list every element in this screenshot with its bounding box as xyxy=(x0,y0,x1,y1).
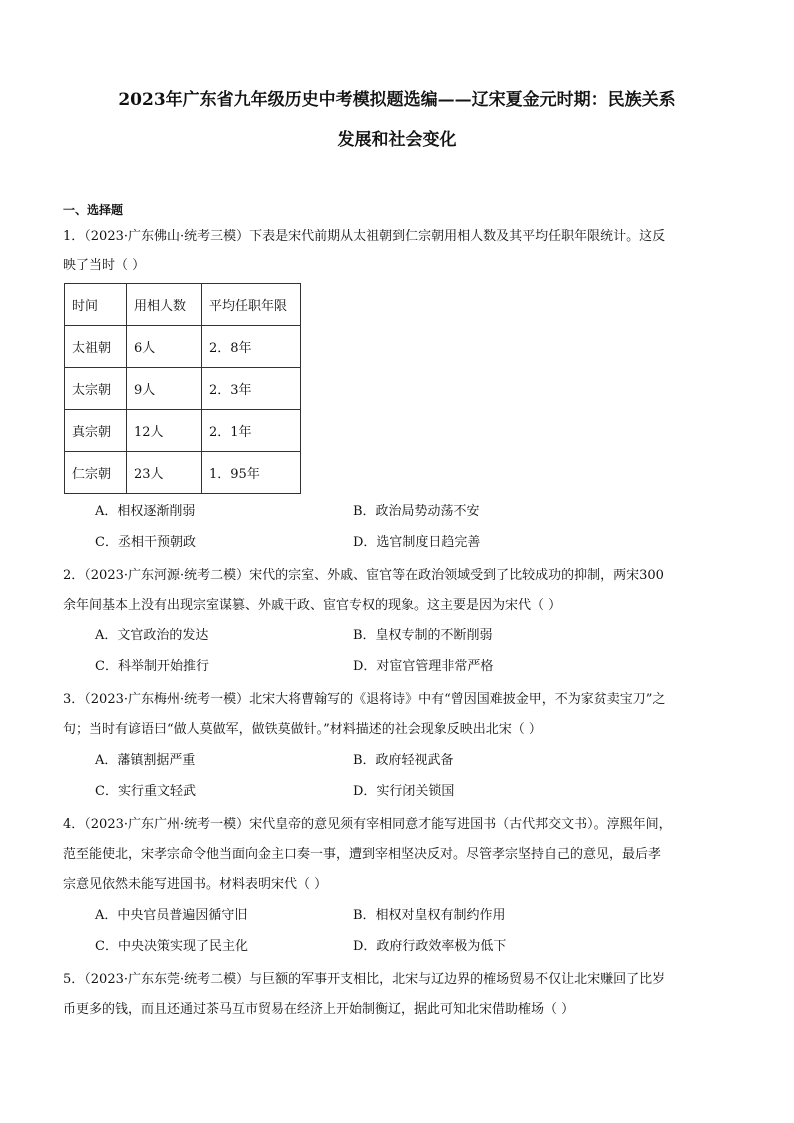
table-cell: 2．8年 xyxy=(202,326,301,368)
table-header-cell: 平均任职年限 xyxy=(202,284,301,326)
question-5-line-2: 币更多的钱，而且还通过茶马互市贸易在经济上开始制衡辽，据此可知北宋借助榷场（ ） xyxy=(63,1002,575,1017)
table-row xyxy=(65,368,301,410)
question-1-option-c[interactable]: C．丞相干预朝政 xyxy=(95,535,196,550)
title-line-2: 发展和社会变化 xyxy=(337,130,457,150)
question-2-line-2: 余年间基本上没有出现宗室谋篡、外戚干政、宦官专权的现象。这主要是因为宋代（ ） xyxy=(63,598,562,613)
table-cell: 仁宗朝 xyxy=(65,452,127,494)
title-line-1: 2023年广东省九年级历史中考模拟题选编——辽宋夏金元时期：民族关系 xyxy=(118,90,676,110)
question-4-option-b[interactable]: B．相权对皇权有制约作用 xyxy=(353,908,506,923)
question-1-option-b[interactable]: B．政治局势动荡不安 xyxy=(353,504,480,519)
question-5-line-1: 5．（2023·广东东莞·统考二模）与巨额的军事开支相比，北宋与辽边界的榷场贸易不仅让北宋赚回了比岁 xyxy=(63,972,666,987)
question-4-line-3: 宗意见依然未能写进国书。材料表明宋代（ ） xyxy=(63,877,328,892)
question-3-line-1: 3．（2023·广东梅州·统考一模）北宋大将曹翰写的《退将诗》中有“曾因国难披金甲，不为家贫卖宝刀”之 xyxy=(63,692,666,707)
question-4-line-1: 4．（2023·广东广州·统考一模）宋代皇帝的意见须有宰相同意才能写进国书（古代邦交文书）。淳熙年间， xyxy=(63,817,672,832)
question-1-line-1: 1．（2023·广东佛山·统考三模）下表是宋代前期从太祖朝到仁宗朝用相人数及其平均任职年限统计。这反 xyxy=(63,229,666,244)
question-4-line-2: 范至能使北，宋孝宗命令他当面向金主口奏一事，遭到宰相坚决反对。尽管孝宗坚持自己的意见，最后孝 xyxy=(63,847,662,862)
question-2-option-b[interactable]: B．皇权专制的不断削弱 xyxy=(353,628,493,643)
statistics-table xyxy=(64,283,301,494)
table-cell: 2．1年 xyxy=(202,410,301,452)
question-3-option-d[interactable]: D．实行闭关锁国 xyxy=(353,784,455,799)
question-2-option-d[interactable]: D．对宦官管理非常严格 xyxy=(353,659,494,674)
question-2-option-c[interactable]: C．科举制开始推行 xyxy=(95,659,209,674)
table-header-cell: 时间 xyxy=(65,284,127,326)
question-3-option-b[interactable]: B．政府轻视武备 xyxy=(353,753,454,768)
table-row xyxy=(65,326,301,368)
table-cell: 太宗朝 xyxy=(65,368,127,410)
table-cell: 1．95年 xyxy=(202,452,301,494)
question-1-option-a[interactable]: A．相权逐渐削弱 xyxy=(95,504,196,519)
question-4-option-a[interactable]: A．中央官员普遍因循守旧 xyxy=(95,908,248,923)
question-1-line-2: 映了当时（ ） xyxy=(63,258,146,273)
question-3-option-a[interactable]: A．藩镇割据严重 xyxy=(95,753,196,768)
table-cell: 12人 xyxy=(127,410,202,452)
table-header-cell: 用相人数 xyxy=(127,284,202,326)
question-1-option-d[interactable]: D．选官制度日趋完善 xyxy=(353,535,481,550)
table-row xyxy=(65,452,301,494)
table-row xyxy=(65,410,301,452)
table-cell: 23人 xyxy=(127,452,202,494)
question-2-line-1: 2．（2023·广东河源·统考二模）宋代的宗室、外戚、宦官等在政治领域受到了比较成功的抑制，两宋300 xyxy=(63,568,664,583)
document-title xyxy=(60,80,734,160)
table-cell: 真宗朝 xyxy=(65,410,127,452)
table-cell: 太祖朝 xyxy=(65,326,127,368)
question-3-line-2: 句；当时有谚语曰“做人莫做军，做铁莫做针。”材料描述的社会现象反映出北宋（ ） xyxy=(63,722,542,737)
question-4-option-c[interactable]: C．中央决策实现了民主化 xyxy=(95,939,248,954)
table-cell: 6人 xyxy=(127,326,202,368)
table-header-row xyxy=(65,284,301,326)
question-4-option-d[interactable]: D．政府行政效率极为低下 xyxy=(353,939,507,954)
table-cell: 9人 xyxy=(127,368,202,410)
question-3-option-c[interactable]: C．实行重文轻武 xyxy=(95,784,196,799)
section-heading: 一、选择题 xyxy=(63,203,124,217)
question-2-option-a[interactable]: A．文官政治的发达 xyxy=(95,628,209,643)
table-cell: 2．3年 xyxy=(202,368,301,410)
